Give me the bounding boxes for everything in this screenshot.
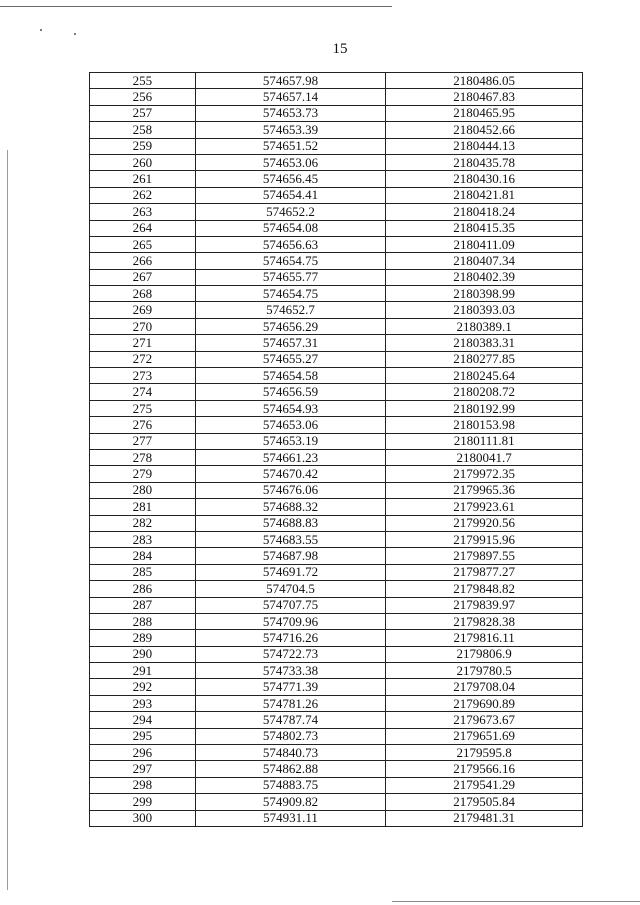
x-coordinate-cell: 574654.93: [195, 400, 386, 416]
point-number-cell: 267: [90, 269, 196, 285]
scan-left-edge-line: [7, 150, 8, 890]
y-coordinate-cell: 2179816.11: [386, 630, 583, 646]
x-coordinate-cell: 574840.73: [195, 745, 386, 761]
table-row: [90, 761, 583, 777]
table-row: [90, 515, 583, 531]
x-coordinate-cell: 574656.29: [195, 318, 386, 334]
table-row: [90, 236, 583, 252]
x-coordinate-cell: 574653.73: [195, 105, 386, 121]
point-number-cell: 286: [90, 581, 196, 597]
point-number-cell: 271: [90, 335, 196, 351]
y-coordinate-cell: 2179828.38: [386, 613, 583, 629]
x-coordinate-cell: 574657.14: [195, 89, 386, 105]
x-coordinate-cell: 574653.39: [195, 122, 386, 138]
point-number-cell: 259: [90, 138, 196, 154]
table-row: [90, 630, 583, 646]
y-coordinate-cell: 2180486.05: [386, 73, 583, 89]
table-row: [90, 154, 583, 170]
x-coordinate-cell: 574653.06: [195, 417, 386, 433]
y-coordinate-cell: 2180402.39: [386, 269, 583, 285]
point-number-cell: 274: [90, 384, 196, 400]
point-number-cell: 284: [90, 548, 196, 564]
table-row: [90, 400, 583, 416]
y-coordinate-cell: 2179920.56: [386, 515, 583, 531]
point-number-cell: 257: [90, 105, 196, 121]
y-coordinate-cell: 2179673.67: [386, 712, 583, 728]
x-coordinate-cell: 574688.32: [195, 499, 386, 515]
point-number-cell: 269: [90, 302, 196, 318]
x-coordinate-cell: 574654.75: [195, 253, 386, 269]
x-coordinate-cell: 574654.08: [195, 220, 386, 236]
scan-speck: [40, 29, 42, 31]
y-coordinate-cell: 2180452.66: [386, 122, 583, 138]
y-coordinate-cell: 2179690.89: [386, 695, 583, 711]
x-coordinate-cell: 574781.26: [195, 695, 386, 711]
y-coordinate-cell: 2179965.36: [386, 482, 583, 498]
y-coordinate-cell: 2180415.35: [386, 220, 583, 236]
scan-top-edge-line: [0, 6, 392, 7]
point-number-cell: 299: [90, 794, 196, 810]
table-row: [90, 548, 583, 564]
table-row: [90, 122, 583, 138]
table-row: [90, 695, 583, 711]
table-row: [90, 466, 583, 482]
point-number-cell: 291: [90, 663, 196, 679]
point-number-cell: 276: [90, 417, 196, 433]
x-coordinate-cell: 574654.41: [195, 187, 386, 203]
y-coordinate-cell: 2180383.31: [386, 335, 583, 351]
x-coordinate-cell: 574656.45: [195, 171, 386, 187]
table-row: [90, 777, 583, 793]
y-coordinate-cell: 2180421.81: [386, 187, 583, 203]
point-number-cell: 277: [90, 433, 196, 449]
x-coordinate-cell: 574654.58: [195, 368, 386, 384]
table-row: [90, 73, 583, 89]
y-coordinate-cell: 2179848.82: [386, 581, 583, 597]
point-number-cell: 280: [90, 482, 196, 498]
coordinates-table: [89, 72, 583, 827]
point-number-cell: 275: [90, 400, 196, 416]
x-coordinate-cell: 574733.38: [195, 663, 386, 679]
x-coordinate-cell: 574883.75: [195, 777, 386, 793]
point-number-cell: 283: [90, 531, 196, 547]
scan-speck: [74, 33, 76, 35]
x-coordinate-cell: 574716.26: [195, 630, 386, 646]
point-number-cell: 293: [90, 695, 196, 711]
y-coordinate-cell: 2179877.27: [386, 564, 583, 580]
x-coordinate-cell: 574655.27: [195, 351, 386, 367]
y-coordinate-cell: 2180430.16: [386, 171, 583, 187]
y-coordinate-cell: 2180435.78: [386, 154, 583, 170]
table-row: [90, 171, 583, 187]
table-row: [90, 646, 583, 662]
x-coordinate-cell: 574909.82: [195, 794, 386, 810]
y-coordinate-cell: 2180398.99: [386, 286, 583, 302]
y-coordinate-cell: 2180411.09: [386, 236, 583, 252]
table-row: [90, 220, 583, 236]
point-number-cell: 255: [90, 73, 196, 89]
table-row: [90, 105, 583, 121]
x-coordinate-cell: 574787.74: [195, 712, 386, 728]
y-coordinate-cell: 2180418.24: [386, 204, 583, 220]
point-number-cell: 270: [90, 318, 196, 334]
point-number-cell: 287: [90, 597, 196, 613]
table-row: [90, 351, 583, 367]
table-row: [90, 318, 583, 334]
point-number-cell: 281: [90, 499, 196, 515]
point-number-cell: 297: [90, 761, 196, 777]
y-coordinate-cell: 2180245.64: [386, 368, 583, 384]
x-coordinate-cell: 574687.98: [195, 548, 386, 564]
point-number-cell: 285: [90, 564, 196, 580]
point-number-cell: 296: [90, 745, 196, 761]
point-number-cell: 278: [90, 449, 196, 465]
point-number-cell: 279: [90, 466, 196, 482]
y-coordinate-cell: 2180192.99: [386, 400, 583, 416]
y-coordinate-cell: 2179839.97: [386, 597, 583, 613]
y-coordinate-cell: 2180465.95: [386, 105, 583, 121]
table-row: [90, 482, 583, 498]
point-number-cell: 273: [90, 368, 196, 384]
y-coordinate-cell: 2179915.96: [386, 531, 583, 547]
table-row: [90, 499, 583, 515]
point-number-cell: 295: [90, 728, 196, 744]
table-row: [90, 564, 583, 580]
point-number-cell: 260: [90, 154, 196, 170]
point-number-cell: 263: [90, 204, 196, 220]
table-row: [90, 663, 583, 679]
x-coordinate-cell: 574655.77: [195, 269, 386, 285]
y-coordinate-cell: 2179505.84: [386, 794, 583, 810]
point-number-cell: 282: [90, 515, 196, 531]
x-coordinate-cell: 574683.55: [195, 531, 386, 547]
y-coordinate-cell: 2180407.34: [386, 253, 583, 269]
point-number-cell: 300: [90, 810, 196, 826]
x-coordinate-cell: 574709.96: [195, 613, 386, 629]
y-coordinate-cell: 2179708.04: [386, 679, 583, 695]
x-coordinate-cell: 574802.73: [195, 728, 386, 744]
table-row: [90, 384, 583, 400]
x-coordinate-cell: 574652.7: [195, 302, 386, 318]
table-row: [90, 204, 583, 220]
table-row: [90, 679, 583, 695]
y-coordinate-cell: 2179541.29: [386, 777, 583, 793]
x-coordinate-cell: 574707.75: [195, 597, 386, 613]
x-coordinate-cell: 574653.06: [195, 154, 386, 170]
y-coordinate-cell: 2179780.5: [386, 663, 583, 679]
y-coordinate-cell: 2179595.8: [386, 745, 583, 761]
y-coordinate-cell: 2179566.16: [386, 761, 583, 777]
table-row: [90, 269, 583, 285]
y-coordinate-cell: 2179897.55: [386, 548, 583, 564]
table-row: [90, 417, 583, 433]
table-row: [90, 335, 583, 351]
y-coordinate-cell: 2180277.85: [386, 351, 583, 367]
table-row: [90, 286, 583, 302]
x-coordinate-cell: 574653.19: [195, 433, 386, 449]
table-row: [90, 531, 583, 547]
point-number-cell: 292: [90, 679, 196, 695]
point-number-cell: 256: [90, 89, 196, 105]
x-coordinate-cell: 574931.11: [195, 810, 386, 826]
table-row: [90, 794, 583, 810]
y-coordinate-cell: 2180153.98: [386, 417, 583, 433]
point-number-cell: 265: [90, 236, 196, 252]
point-number-cell: 288: [90, 613, 196, 629]
y-coordinate-cell: 2179481.31: [386, 810, 583, 826]
x-coordinate-cell: 574654.75: [195, 286, 386, 302]
table-row: [90, 433, 583, 449]
y-coordinate-cell: 2180467.83: [386, 89, 583, 105]
y-coordinate-cell: 2180393.03: [386, 302, 583, 318]
point-number-cell: 272: [90, 351, 196, 367]
x-coordinate-cell: 574862.88: [195, 761, 386, 777]
y-coordinate-cell: 2180208.72: [386, 384, 583, 400]
table-row: [90, 810, 583, 826]
table-row: [90, 253, 583, 269]
point-number-cell: 289: [90, 630, 196, 646]
point-number-cell: 268: [90, 286, 196, 302]
x-coordinate-cell: 574657.98: [195, 73, 386, 89]
table-row: [90, 745, 583, 761]
table-row: [90, 597, 583, 613]
x-coordinate-cell: 574670.42: [195, 466, 386, 482]
x-coordinate-cell: 574688.83: [195, 515, 386, 531]
x-coordinate-cell: 574691.72: [195, 564, 386, 580]
x-coordinate-cell: 574722.73: [195, 646, 386, 662]
x-coordinate-cell: 574656.59: [195, 384, 386, 400]
page-number: 15: [332, 41, 348, 57]
table-row: [90, 449, 583, 465]
y-coordinate-cell: 2180389.1: [386, 318, 583, 334]
y-coordinate-cell: 2179923.61: [386, 499, 583, 515]
table-row: [90, 302, 583, 318]
point-number-cell: 290: [90, 646, 196, 662]
x-coordinate-cell: 574652.2: [195, 204, 386, 220]
point-number-cell: 261: [90, 171, 196, 187]
y-coordinate-cell: 2180444.13: [386, 138, 583, 154]
table-row: [90, 613, 583, 629]
point-number-cell: 258: [90, 122, 196, 138]
table-row: [90, 581, 583, 597]
table-row: [90, 728, 583, 744]
point-number-cell: 266: [90, 253, 196, 269]
table-row: [90, 368, 583, 384]
point-number-cell: 262: [90, 187, 196, 203]
table-row: [90, 89, 583, 105]
x-coordinate-cell: 574661.23: [195, 449, 386, 465]
x-coordinate-cell: 574771.39: [195, 679, 386, 695]
table-row: [90, 712, 583, 728]
x-coordinate-cell: 574704.5: [195, 581, 386, 597]
x-coordinate-cell: 574656.63: [195, 236, 386, 252]
scan-bottom-edge-line: [392, 901, 640, 902]
table-row: [90, 138, 583, 154]
table-row: [90, 187, 583, 203]
x-coordinate-cell: 574651.52: [195, 138, 386, 154]
y-coordinate-cell: 2180111.81: [386, 433, 583, 449]
point-number-cell: 298: [90, 777, 196, 793]
y-coordinate-cell: 2179972.35: [386, 466, 583, 482]
coordinates-table-body: [90, 73, 583, 827]
point-number-cell: 294: [90, 712, 196, 728]
point-number-cell: 264: [90, 220, 196, 236]
x-coordinate-cell: 574657.31: [195, 335, 386, 351]
x-coordinate-cell: 574676.06: [195, 482, 386, 498]
y-coordinate-cell: 2180041.7: [386, 449, 583, 465]
y-coordinate-cell: 2179806.9: [386, 646, 583, 662]
y-coordinate-cell: 2179651.69: [386, 728, 583, 744]
